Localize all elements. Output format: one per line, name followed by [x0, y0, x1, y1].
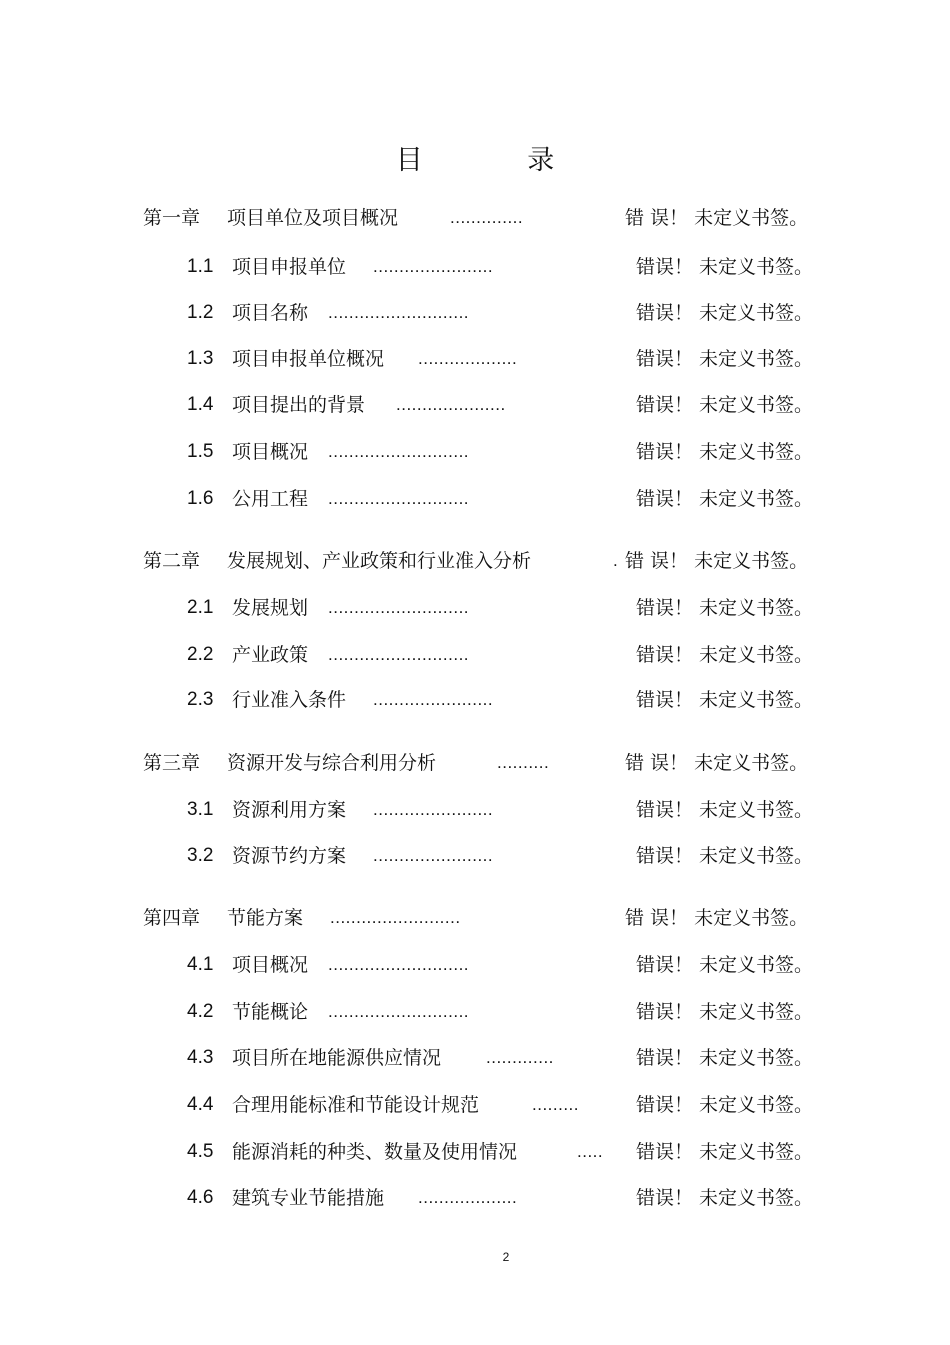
- toc-section-label: 项目概况: [232, 441, 309, 463]
- toc-section-number: 4.5: [187, 1141, 214, 1162]
- toc-section-number: 4.2: [187, 1001, 214, 1022]
- toc-page-reference: 错 误！ 未定义书签。: [625, 207, 809, 229]
- toc-leader-dots: ...........................: [328, 489, 470, 508]
- toc-page-reference: 错误！ 未定义书签。: [636, 488, 814, 510]
- toc-section-number: 4.4: [187, 1094, 214, 1115]
- toc-section-label: 项目所在地能源供应情况: [232, 1047, 442, 1069]
- toc-section-label: 项目名称: [232, 302, 309, 324]
- toc-page-reference: 错误！ 未定义书签。: [636, 644, 814, 666]
- page-number: 2: [502, 1250, 510, 1264]
- toc-section-label: 资源利用方案: [232, 799, 347, 821]
- toc-section-number: 2.1: [187, 597, 214, 618]
- toc-chapter-number: 第一章: [143, 207, 201, 229]
- toc-section-label: 能源消耗的种类、数量及使用情况: [232, 1141, 518, 1163]
- toc-leader-dots: .......................: [373, 257, 494, 276]
- toc-leader-dots: .......................: [373, 846, 494, 865]
- toc-leader-dots: ...........................: [328, 598, 470, 617]
- toc-page-reference: 错误！ 未定义书签。: [636, 348, 814, 370]
- toc-section-number: 1.4: [187, 394, 214, 415]
- toc-page-reference: 错误！ 未定义书签。: [636, 1187, 814, 1209]
- toc-section-number: 1.2: [187, 302, 214, 323]
- toc-chapter-label: 节能方案: [227, 907, 304, 929]
- toc-section-label: 项目概况: [232, 954, 309, 976]
- toc-page-reference: 错误！ 未定义书签。: [636, 845, 814, 867]
- toc-page-reference: 错误！ 未定义书签。: [636, 441, 814, 463]
- toc-chapter-number: 第二章: [143, 550, 201, 572]
- toc-section-number: 4.3: [187, 1047, 214, 1068]
- toc-section-number: 1.6: [187, 488, 214, 509]
- toc-page-reference: 错误！ 未定义书签。: [636, 1001, 814, 1023]
- toc-chapter-number: 第三章: [143, 752, 201, 774]
- toc-leader-dots: ...................: [418, 1188, 518, 1207]
- toc-section-label: 项目提出的背景: [232, 394, 366, 416]
- toc-leader-dots: .....: [577, 1142, 604, 1161]
- toc-page-reference: 错 误！ 未定义书签。: [625, 752, 809, 774]
- toc-leader-dots: ...........................: [328, 645, 470, 664]
- toc-section-number: 2.3: [187, 689, 214, 710]
- toc-leader-dots: ...................: [418, 349, 518, 368]
- toc-leader-dots: ...........................: [328, 955, 470, 974]
- toc-page-reference: 错误！ 未定义书签。: [636, 689, 814, 711]
- toc-page-reference: 错 误！ 未定义书签。: [625, 907, 809, 929]
- toc-section-label: 节能概论: [232, 1001, 309, 1023]
- toc-section-label: 行业准入条件: [232, 689, 347, 711]
- toc-leader-dots: .............: [486, 1048, 554, 1067]
- toc-section-number: 2.2: [187, 644, 214, 665]
- toc-page-reference: 错误！ 未定义书签。: [636, 1141, 814, 1163]
- toc-leader-dots: ..............: [450, 208, 524, 227]
- toc-leader-dots: .......................: [373, 800, 494, 819]
- toc-leader-dots: ..........: [497, 753, 550, 772]
- toc-page-reference: 错误！ 未定义书签。: [636, 394, 814, 416]
- toc-section-label: 项目申报单位概况: [232, 348, 385, 370]
- toc-page-reference: 错误！ 未定义书签。: [636, 1094, 814, 1116]
- toc-section-label: 建筑专业节能措施: [232, 1187, 385, 1209]
- toc-page-reference: 错误！ 未定义书签。: [636, 256, 814, 278]
- toc-section-number: 1.3: [187, 348, 214, 369]
- toc-section-number: 4.6: [187, 1187, 214, 1208]
- toc-section-label: 资源节约方案: [232, 845, 347, 867]
- toc-page-reference: 错 误！ 未定义书签。: [625, 550, 809, 572]
- toc-section-number: 4.1: [187, 954, 214, 975]
- toc-leader-dots: .........: [532, 1095, 580, 1114]
- toc-leader-dots: .......................: [373, 690, 494, 709]
- toc-page-reference: 错误！ 未定义书签。: [636, 954, 814, 976]
- toc-section-number: 3.1: [187, 799, 214, 820]
- toc-section-number: 1.5: [187, 441, 214, 462]
- toc-page-reference: 错误！ 未定义书签。: [636, 799, 814, 821]
- toc-leader-dots: ...........................: [328, 442, 470, 461]
- toc-chapter-label: 资源开发与综合利用分析: [227, 752, 437, 774]
- toc-chapter-label: 发展规划、产业政策和行业准入分析: [227, 550, 532, 572]
- toc-title: 目 录: [395, 145, 603, 176]
- toc-page-reference: 错误！ 未定义书签。: [636, 1047, 814, 1069]
- toc-page-reference: 错误！ 未定义书签。: [636, 302, 814, 324]
- toc-section-label: 项目申报单位: [232, 256, 347, 278]
- toc-leader-dots: ...........................: [328, 1002, 470, 1021]
- toc-leader-dots: .: [613, 551, 619, 570]
- toc-chapter-number: 第四章: [143, 907, 201, 929]
- toc-section-label: 公用工程: [232, 488, 309, 510]
- toc-section-label: 发展规划: [232, 597, 309, 619]
- toc-chapter-label: 项目单位及项目概况: [227, 207, 399, 229]
- toc-section-number: 3.2: [187, 845, 214, 866]
- toc-leader-dots: ...........................: [328, 303, 470, 322]
- toc-page-reference: 错误！ 未定义书签。: [636, 597, 814, 619]
- toc-section-label: 合理用能标准和节能设计规范: [232, 1094, 480, 1116]
- toc-section-number: 1.1: [187, 256, 214, 277]
- toc-leader-dots: .....................: [396, 395, 506, 414]
- toc-section-label: 产业政策: [232, 644, 309, 666]
- toc-leader-dots: .........................: [330, 908, 461, 927]
